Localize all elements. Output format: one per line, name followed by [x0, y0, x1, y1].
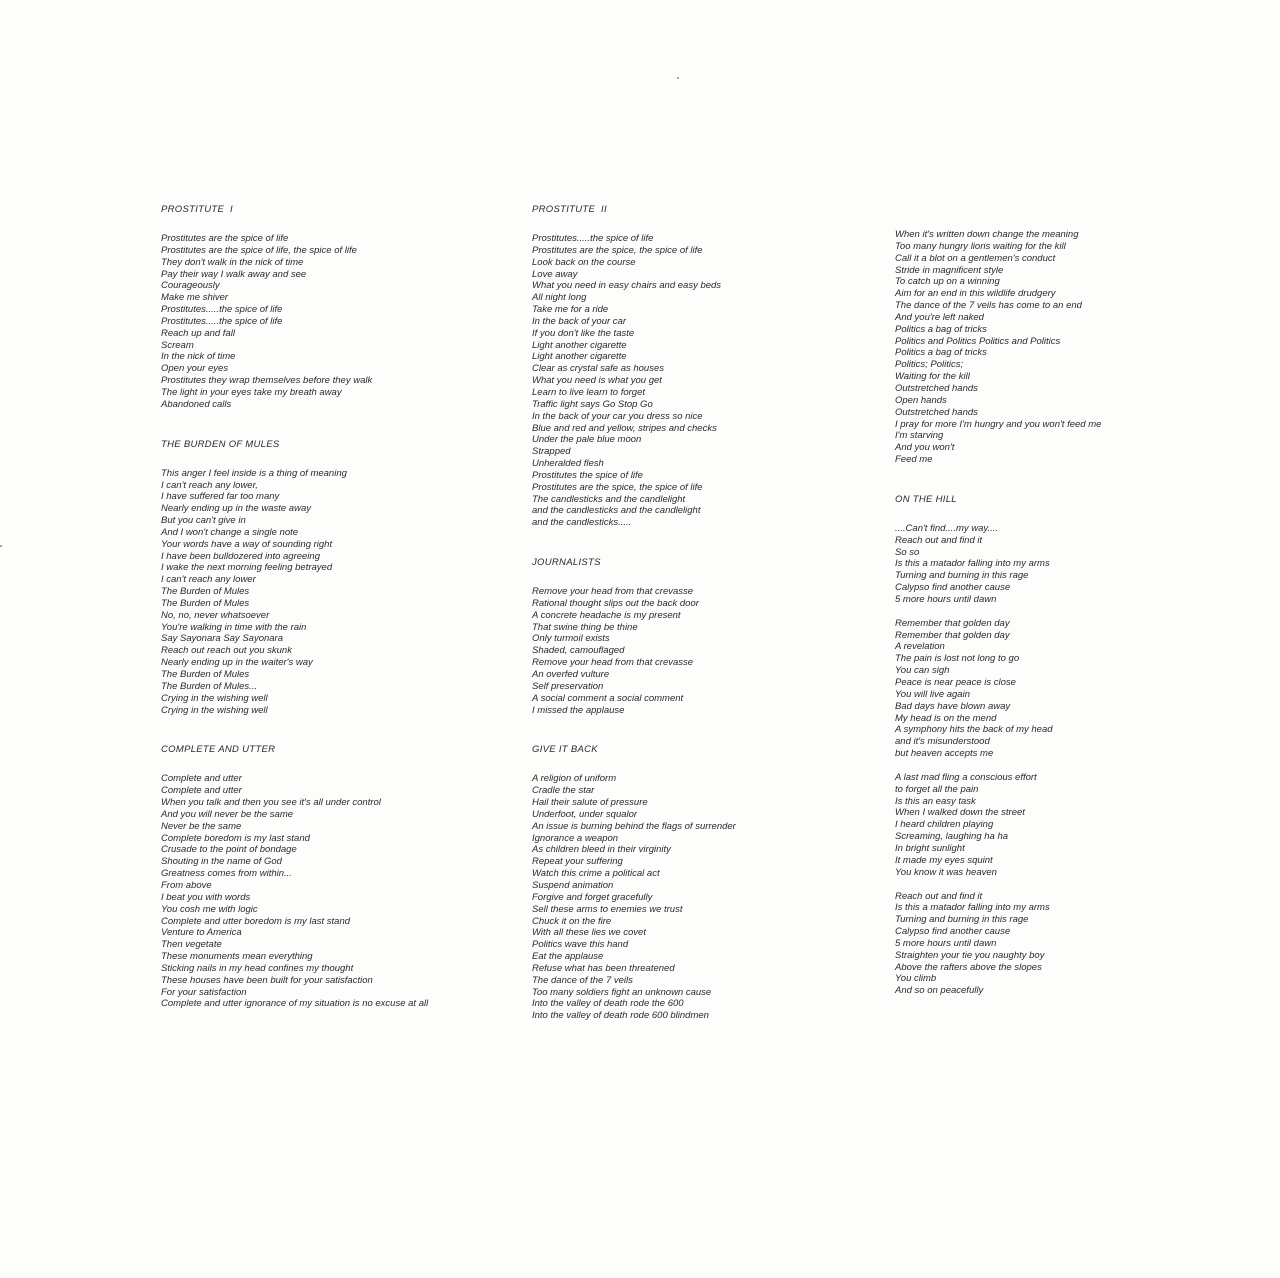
lyric-line: Learn to live learn to forget — [532, 386, 646, 398]
lyric-line: Make me shiver — [161, 292, 229, 304]
song — [532, 744, 862, 1022]
lyric-line: Crying in the wishing well — [161, 704, 268, 716]
song — [161, 439, 501, 717]
lyric-line: Venture to America — [161, 927, 242, 939]
lyric-line: but heaven accepts me — [895, 748, 994, 760]
lyric-line: Outstretched hands — [895, 382, 978, 394]
stanza — [532, 773, 862, 1022]
lyric-line: And you're left naked — [895, 311, 984, 323]
lyric-line: I can't reach any lower — [161, 574, 256, 586]
stanza-gap — [895, 879, 1185, 891]
lyric-line: No, no, never whatsoever — [161, 609, 270, 621]
lyric-line: Look back on the course — [532, 256, 636, 268]
lyric-line: Politics and Politics Politics and Politics — [895, 335, 1061, 347]
lyric-line: A last mad fling a conscious effort — [895, 771, 1037, 783]
lyric-line: Complete and utter ignorance of my situation is no excuse at all — [161, 998, 429, 1010]
lyric-line: Take me for a ride — [532, 304, 609, 316]
lyric-line: Blue and red and yellow, stripes and checks — [532, 422, 717, 434]
lyric-line: Feed me — [895, 454, 933, 466]
lyric-line: I pray for more I'm hungry and you won't feed me — [895, 418, 1102, 430]
lyric-line: Clear as crystal safe as houses — [532, 363, 665, 375]
stanza — [532, 586, 862, 716]
lyric-line: Pay their way I walk away and see — [161, 268, 307, 280]
lyric-line: Under the pale blue moon — [532, 434, 642, 446]
lyric-line: That swine thing be thine — [532, 621, 638, 633]
lyric-line: All night long — [532, 292, 587, 304]
lyric-line: Nearly ending up in the waiter's way — [161, 657, 313, 669]
lyric-line: Is this a matador falling into my arms — [895, 558, 1050, 570]
song-gap — [532, 716, 862, 744]
lyric-line: Refuse what has been threatened — [532, 962, 675, 974]
lyric-line: Calypso find another cause — [895, 926, 1011, 938]
stanza-gap — [895, 606, 1185, 618]
lyric-line: 5 more hours until dawn — [895, 937, 997, 949]
stanza — [895, 618, 1185, 760]
lyric-line: The Burden of Mules... — [161, 680, 258, 692]
lyric-line: Shaded, camouflaged — [532, 645, 625, 657]
lyric-line: Shouting in the name of God — [161, 856, 282, 868]
lyric-line: These houses have been built for your satisfaction — [161, 974, 373, 986]
lyric-line: Turning and burning in this rage — [895, 914, 1029, 926]
lyric-line: And you will never be the same — [161, 808, 294, 820]
lyric-line: Open hands — [895, 394, 947, 406]
lyric-line: Call it a blot on a gentlemen's conduct — [895, 252, 1056, 264]
lyric-line: Prostitutes are the spice of life, the spice of life — [161, 244, 357, 256]
lyric-line: An issue is burning behind the flags of surrender — [532, 820, 736, 832]
lyric-line: Then vegetate — [161, 939, 222, 951]
song-title: PROSTITUTE I — [161, 204, 233, 215]
lyric-line: And you won't — [895, 442, 955, 454]
lyric-line: My head is on the mend — [895, 712, 997, 724]
dust-speck — [677, 77, 679, 79]
song-gap — [161, 716, 501, 744]
lyric-line: Self preservation — [532, 680, 604, 692]
lyric-line: The light in your eyes take my breath away — [161, 386, 342, 398]
lyric-line: to forget all the pain — [895, 783, 979, 795]
lyric-line: These monuments mean everything — [161, 951, 313, 963]
stanza — [161, 468, 501, 717]
lyric-line: Forgive and forget gracefully — [532, 891, 653, 903]
lyric-line: Prostitutes the spice of life — [532, 469, 643, 481]
lyric-line: This anger I feel inside is a thing of meaning — [161, 467, 347, 479]
lyric-line: From above — [161, 879, 212, 891]
lyric-line: Reach out and find it — [895, 890, 983, 902]
lyric-line: Chuck it on the fire — [532, 915, 612, 927]
lyric-line: Prostitutes they wrap themselves before they walk — [161, 375, 373, 387]
stanza — [161, 773, 501, 1010]
lyric-line: Politics; Politics; — [895, 359, 964, 371]
lyric-line: Sticking nails in my head confines my thought — [161, 962, 354, 974]
lyric-line: They don't walk in the nick of time — [161, 256, 304, 268]
lyric-line: Strapped — [532, 446, 571, 458]
song-title: PROSTITUTE II — [532, 204, 607, 215]
song-gap — [532, 529, 862, 557]
lyric-line: Prostitutes are the spice of life — [161, 233, 289, 244]
lyric-line: When I walked down the street — [895, 807, 1025, 819]
lyric-line: and the candlesticks..... — [532, 517, 632, 529]
lyric-line: Peace is near peace is close — [895, 677, 1016, 688]
lyric-line: Turning and burning in this rage — [895, 570, 1029, 582]
song-title: ON THE HILL — [895, 493, 957, 505]
lyric-line: What you need is what you get — [532, 375, 662, 387]
lyric-line: Prostitutes are the spice, the spice of life — [532, 481, 703, 493]
lyric-line: Prostitutes.....the spice of life — [161, 315, 283, 327]
lyric-line: I have been bulldozered into agreeing — [161, 550, 320, 562]
lyric-line: Remember that golden day — [895, 629, 1010, 641]
lyric-line: ....Can't find....my way.... — [895, 522, 999, 534]
lyric-line: Light another cigarette — [532, 339, 627, 351]
lyric-line: When it's written down change the meaning — [895, 229, 1079, 240]
lyric-line: Eat the applause — [532, 951, 604, 963]
lyric-line: Too many soldiers fight an unknown cause — [532, 986, 712, 998]
lyric-line: For your satisfaction — [161, 986, 247, 998]
lyric-line: Straighten your tie you naughty boy — [895, 949, 1045, 961]
lyric-line: You will live again — [895, 688, 970, 700]
lyric-line: and it's misunderstood — [895, 736, 990, 748]
song — [161, 744, 501, 1010]
lyric-line: Love away — [532, 268, 578, 280]
lyric-line: A revelation — [895, 641, 945, 653]
lyric-line: Crusade to the point of bondage — [161, 844, 297, 856]
lyric-line: Greatness comes from within... — [161, 868, 292, 880]
lyric-line: A social comment a social comment — [532, 692, 684, 704]
lyric-line: Nearly ending up in the waste away — [161, 503, 311, 515]
lyric-line: Courageously — [161, 280, 220, 292]
lyric-line: Never be the same — [161, 820, 242, 832]
lyric-line: The dance of the 7 veils has come to an end — [895, 300, 1082, 312]
lyric-line: Politics a bag of tricks — [895, 323, 987, 335]
lyric-line: Complete boredom is my last stand — [161, 832, 310, 844]
lyric-line: Rational thought slips out the back door — [532, 597, 699, 609]
song-gap — [161, 411, 501, 439]
lyric-line: Your words have a way of sounding right — [161, 538, 333, 550]
stanza — [161, 233, 501, 411]
song — [161, 204, 501, 411]
lyric-line: When you talk and then you see it's all under control — [161, 797, 381, 809]
lyric-line: You're walking in time with the rain — [161, 621, 307, 633]
lyric-line: Is this an easy task — [895, 795, 976, 807]
lyric-line: The candlesticks and the candlelight — [532, 493, 686, 505]
lyric-line: Unheralded flesh — [532, 458, 604, 470]
lyric-line: An overfed vulture — [532, 669, 610, 680]
lyric-line: Too many hungry lions waiting for the kill — [895, 240, 1066, 252]
stanza — [895, 891, 1185, 998]
song-title: THE BURDEN OF MULES — [161, 438, 280, 450]
lyric-line: Prostitutes.....the spice of life — [532, 233, 654, 244]
lyric-line: Remove your head from that crevasse — [532, 586, 694, 598]
column-left — [161, 204, 501, 1010]
lyric-line: You climb — [895, 973, 937, 985]
lyric-line: Suspend animation — [532, 879, 614, 891]
stanza-gap — [895, 760, 1185, 772]
lyric-line: And I won't change a single note — [161, 526, 299, 538]
lyric-line: Hail their salute of pressure — [532, 797, 648, 809]
lyric-line: Say Sayonara Say Sayonara — [161, 633, 283, 645]
lyric-line: Into the valley of death rode the 600 — [532, 998, 684, 1010]
lyric-line: I heard children playing — [895, 819, 994, 831]
lyric-line: To catch up on a winning — [895, 276, 1000, 288]
lyric-line: Stride in magnificent style — [895, 264, 1004, 276]
lyric-line: As children bleed in their virginity — [532, 844, 671, 856]
lyric-line: Only turmoil exists — [532, 633, 610, 645]
lyric-line: Reach out reach out you skunk — [161, 645, 292, 657]
lyric-line: 5 more hours until dawn — [895, 593, 997, 605]
lyric-line: Light another cigarette — [532, 351, 627, 363]
lyric-line: Watch this crime a political act — [532, 868, 660, 880]
lyric-line: and the candlesticks and the candlelight — [532, 505, 701, 517]
lyric-line: The Burden of Mules — [161, 586, 250, 598]
lyric-line: I can't reach any lower, — [161, 479, 258, 491]
stanza — [895, 772, 1185, 879]
lyric-line: Complete and utter — [161, 773, 242, 785]
lyric-line: Waiting for the kill — [895, 371, 970, 383]
column-right — [895, 229, 1185, 997]
song — [532, 204, 862, 529]
lyric-line: So so — [895, 546, 920, 558]
lyric-line: You know it was heaven — [895, 866, 997, 878]
lyric-line: And so on peacefully — [895, 985, 984, 997]
song — [895, 494, 1185, 997]
lyric-line: You can sigh — [895, 665, 950, 677]
lyric-line: Cradle the star — [532, 785, 595, 797]
lyric-line: Into the valley of death rode 600 blindmen — [532, 1010, 709, 1022]
lyric-line: Reach up and fall — [161, 327, 235, 339]
song-title: COMPLETE AND UTTER — [161, 744, 276, 756]
lyric-line: In the back of your car you dress so nice — [532, 410, 703, 422]
lyric-line: I wake the next morning feeling betrayed — [161, 562, 333, 574]
lyric-line: The dance of the 7 veils — [532, 974, 633, 986]
lyric-line: Open your eyes — [161, 363, 229, 375]
lyric-line: Bad days have blown away — [895, 700, 1011, 712]
song — [895, 229, 1185, 466]
lyric-line: Is this a matador falling into my arms — [895, 902, 1050, 914]
stanza — [895, 229, 1185, 466]
lyric-line: Crying in the wishing well — [161, 692, 268, 704]
lyric-line: The Burden of Mules — [161, 597, 250, 609]
lyric-line: Scream — [161, 339, 194, 351]
edge-speck — [0, 545, 2, 547]
lyric-line: I beat you with words — [161, 891, 251, 903]
lyric-line: Traffic light says Go Stop Go — [532, 398, 653, 410]
song-gap — [895, 466, 1185, 494]
lyric-line: You cosh me with logic — [161, 903, 258, 915]
lyric-line: Sell these arms to enemies we trust — [532, 903, 683, 915]
lyric-line: Ignorance a weapon — [532, 832, 619, 844]
lyric-line: Underfoot, under squalor — [532, 808, 638, 820]
lyric-line: I have suffered far too many — [161, 491, 280, 503]
lyric-line: Abandoned calls — [161, 398, 232, 410]
lyric-line: Prostitutes are the spice, the spice of life — [532, 244, 703, 256]
lyric-line: I'm starving — [895, 430, 944, 442]
lyric-line: Aim for an end in this wildlife drudgery — [895, 288, 1056, 300]
stanza — [532, 233, 862, 529]
lyric-line: Remove your head from that crevasse — [532, 657, 694, 669]
lyric-line: The Burden of Mules — [161, 669, 250, 680]
lyric-line: A concrete headache is my present — [532, 609, 681, 621]
song — [532, 557, 862, 716]
lyric-line: Complete and utter — [161, 785, 242, 797]
lyric-line: Calypso find another cause — [895, 582, 1011, 594]
lyric-line: Complete and utter boredom is my last stand — [161, 915, 351, 927]
lyric-line: Prostitutes.....the spice of life — [161, 304, 283, 316]
song-title: GIVE IT BACK — [532, 744, 598, 756]
lyric-line: Politics a bag of tricks — [895, 347, 987, 359]
lyric-line: Reach out and find it — [895, 534, 983, 546]
lyric-line: In bright sunlight — [895, 842, 965, 854]
lyric-line: It made my eyes squint — [895, 854, 993, 866]
song-title: JOURNALISTS — [532, 557, 601, 569]
lyric-line: I missed the applause — [532, 704, 625, 716]
lyric-line: Outstretched hands — [895, 406, 978, 418]
lyric-line: Politics wave this hand — [532, 939, 629, 951]
lyric-line: A symphony hits the back of my head — [895, 724, 1053, 736]
lyric-line: What you need in easy chairs and easy beds — [532, 280, 722, 292]
lyric-line: But you can't give in — [161, 515, 246, 527]
lyric-line: Screaming, laughing ha ha — [895, 831, 1009, 843]
lyric-line: Repeat your suffering — [532, 856, 623, 868]
lyric-line: With all these lies we covet — [532, 927, 646, 939]
column-middle — [532, 204, 862, 1022]
stanza — [895, 523, 1185, 606]
lyric-line: The pain is lost not long to go — [895, 653, 1020, 665]
lyric-line: In the nick of time — [161, 351, 236, 363]
lyric-line: If you don't like the taste — [532, 327, 635, 339]
lyric-line: Above the rafters above the slopes — [895, 961, 1042, 973]
lyric-line: In the back of your car — [532, 315, 626, 327]
lyric-line: A religion of uniform — [532, 773, 617, 785]
lyric-line: Remember that golden day — [895, 617, 1010, 629]
